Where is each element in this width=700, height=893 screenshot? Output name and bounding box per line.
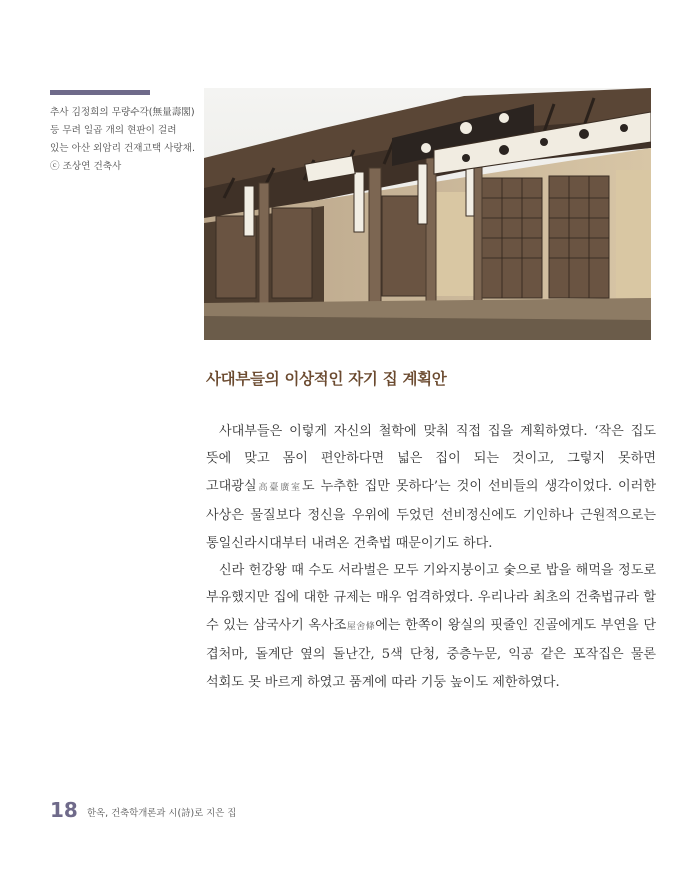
paragraph-text: 사대부들은 이렇게 자신의 철학에 맞춰 직접 집을 계획하였다. ‘작은 집도 뜻에 맞고 몸이 편안하다면 넓은 집이 되는 것이고, 그렇지 못하면 고대광실 (206, 424, 656, 494)
paragraph (206, 418, 656, 557)
paragraph (206, 557, 656, 696)
page-number: 18 (50, 798, 78, 822)
running-footer-title: 한옥, 건축학개론과 시(詩)로 지은 집 (87, 808, 237, 819)
hanja-annotation: 屋舍條 (346, 621, 376, 632)
body-text (206, 418, 656, 696)
caption-accent-bar (50, 90, 150, 95)
photo-caption: 추사 김정희의 무량수각(無量壽閣) 등 무려 일곱 개의 현판이 걸려 있는 아산 외암리 건재고택 사랑채. ⓒ 조상연 건축사 (50, 107, 195, 172)
paragraph-text: 신라 헌강왕 때 수도 서라벌은 모두 기와지붕이고 숯으로 밥을 해먹을 정도로 부유했지만 집에 대한 규제는 매우 엄격하였다. 우리나라 최초의 건축법규라 할 수 있는 삼국사기 옥사조 (206, 563, 656, 633)
paragraph-text: 에는 한쪽이 왕실의 핏줄인 진골에게도 부연을 단 겹처마, 돌계단 옆의 돌난간, 5색 단청, 중층누문, 익공 같은 포작집은 물론 석회도 못 바르게 하였고 품계에 따라 기둥 높이도 제한하였다. (206, 617, 656, 690)
section-title: 사대부들의 이상적인 자기 집 계획안 (206, 370, 447, 388)
hanok-photo (204, 88, 651, 340)
paragraph-text: 도 누추한 집만 못하다’는 것이 선비들의 생각이었다. 이러한 사상은 물질보다 정신을 우위에 두었던 선비정신에도 기인하나 근원적으로는 통일신라시대부터 내려온 건축법 때문이기도 하다. (206, 478, 656, 551)
hanja-annotation: 高臺廣室 (256, 482, 302, 493)
